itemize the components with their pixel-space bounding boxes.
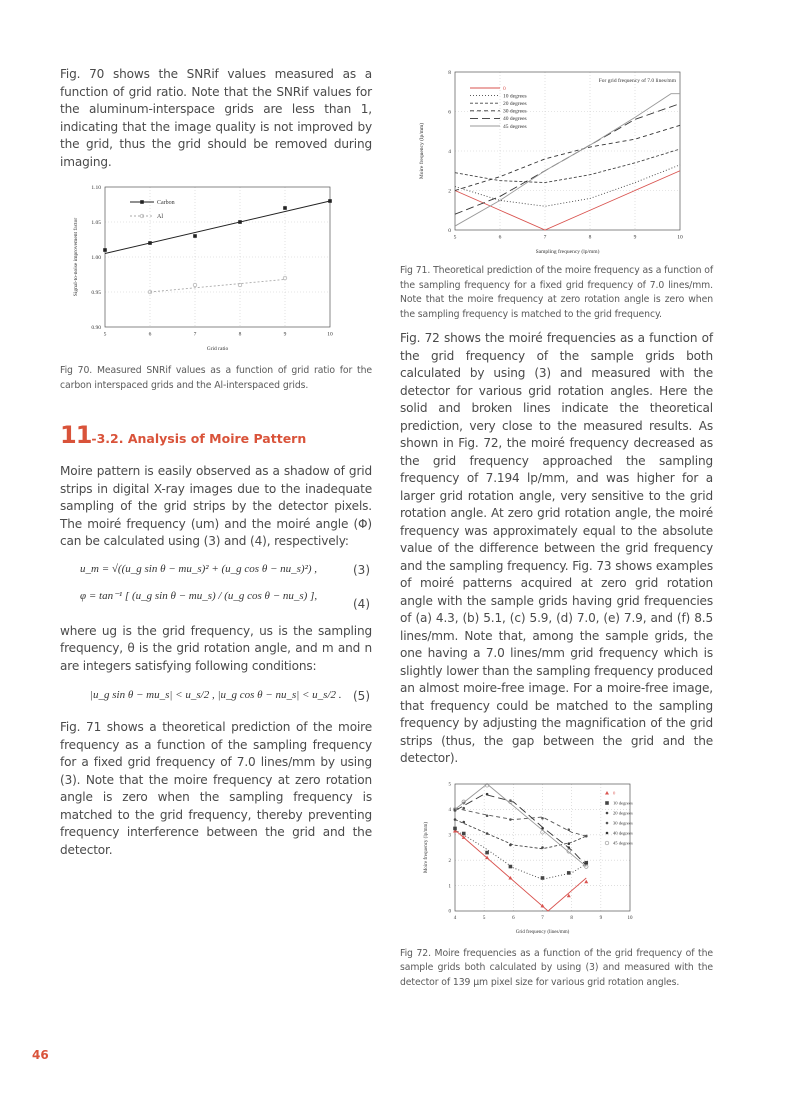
series-20-degrees-point [454,818,457,821]
equation-3-expr: u_m = √((u_g sin θ − mu_s)² + (u_g cos θ − nu_s)²) , [80,562,318,575]
y-tick-label: 8 [448,69,451,76]
x-tick-label: 8 [588,234,592,241]
y-tick-label: 4 [448,807,451,813]
fig71-paragraph: Fig. 71 shows a theoretical prediction of the moire frequency as a function of the sampling frequency for a fixed grid frequency of 7.0 lines/mm by using (3). Note that the moire frequency at zero rotation angle is zero when the sampling frequency is matched to the grid frequency, thereby preventing frequency interference between the grid and the detector. [60,720,372,857]
where-paragraph: where ug is the grid frequency, us is the sampling frequency, θ is the grid rotation angle, and m and n are integers satisfying following conditions: [60,623,372,673]
intro-paragraph: Fig. 70 shows the SNRif values measured as a function of grid ratio. Note that the SNRif values for the aluminum-interspace grids are less than 1, indicating that the image quality is not improved by the grid, thus the grid should be removed during imaging. [60,67,372,169]
x-tick-label: 6 [148,331,152,338]
fig72-paragraph: Fig. 72 shows the moiré frequencies as a function of the grid frequency of the sample grids both calculated by using (3) and measured with the detector for various grid rotation angles. Here the solid and broken lines indicate the theoretical prediction, very close to the measured results. As shown in Fig. 72, the moiré frequency decreased as the grid frequency approached the sampling frequency of 7.194 lp/mm, and was higher for a larger grid rotation angle, very sensitive to the grid rotation angle. At zero grid rotation angle, the moiré frequency was approximately equal to the absolute value of the difference between the grid frequency and the sampling frequency. Fig. 73 shows examples of moiré patterns acquired at zero grid rotation angle with the sample grids having grid frequencies of (a) 4.3, (b) 5.1, (c) 5.9, (d) 7.0, (e) 7.9, and (f) 8.5 lines/mm. Note that, among the sample grids, the one having a 7.0 lines/mm grid frequency which is slightly lower than the sampling frequency produced an almost moire-free image. For a moire-free image, that frequency could be matched to the sampling frequency by adjusting the magnification of the grid strips (thus, the gap between the grid and the detector). [400,331,713,766]
x-axis-label: Grid frequency (lines/mm) [515,929,570,935]
legend-45-degrees-label: 45 degrees [503,123,527,130]
equation-5 [60,687,372,713]
y-tick-label: 0 [448,909,451,915]
legend-Carbon-marker [140,200,144,204]
equation-5-label: (5) [353,689,370,704]
legend-45-degrees-label: 45 degrees [613,840,633,846]
series-30-degrees-point [462,807,465,810]
legend-20-degrees-label: 20 degrees [503,101,527,108]
equation-4-label: (4) [353,596,370,611]
series-20-degrees-point [486,832,489,835]
x-tick-label: 6 [512,915,515,921]
series-Carbon-point [148,241,152,245]
series-40-degrees-line [455,104,680,215]
chart-annotation: For grid frequency of 7.0 lines/mm [598,78,676,84]
x-tick-label: 8 [570,915,573,921]
series-45-degrees-line [455,94,680,226]
x-tick-label: 5 [103,331,107,338]
section-heading [60,421,372,449]
legend-Carbon-label: Carbon [157,199,175,206]
equation-4-expr: φ = tan⁻¹ [ (u_g sin θ − mu_s) / (u_g cos θ − nu_s) ], [80,589,318,602]
equation-3 [60,561,372,583]
series-0-point [584,880,588,884]
y-tick-label: 4 [448,148,451,155]
legend-40-degrees-marker [606,832,609,835]
series-10-degrees-point [453,827,457,831]
fig72-chart [400,776,713,941]
x-tick-label: 6 [498,234,502,241]
x-tick-label: 7 [541,915,544,921]
equation-4 [60,583,372,617]
series-Carbon-point [283,206,287,210]
x-tick-label: 9 [283,331,287,338]
series-20-degrees-point [541,846,544,849]
y-axis-label: Moire frequency (lp/mm) [419,122,425,180]
x-tick-label: 7 [193,331,197,338]
legend-10-degrees-marker [605,801,609,805]
section-title: -3.2. Analysis of Moire Pattern [91,431,307,447]
section-number: 11 [60,421,92,450]
legend-40-degrees-label: 40 degrees [503,116,527,123]
series-30-degrees-point [585,835,588,838]
x-tick-label: 5 [453,234,457,241]
left-column [60,66,372,859]
y-axis-label: Signal-to-noise improvement factor [73,217,79,297]
series-10-degrees-point [567,871,571,875]
equations [60,561,372,617]
fig70-caption: Fig 70. Measured SNRif values as a function of grid ratio for the carbon interspaced grids and the Al-interspaced grids. [60,365,372,391]
series-Carbon-point [238,220,242,224]
series-40-degrees-point [486,793,489,796]
x-tick-label: 5 [482,915,486,921]
series-Carbon-point [193,234,197,238]
series-10-degrees-point [462,832,466,836]
legend-Al-label: Al [157,213,163,220]
series-Carbon-point [103,248,107,252]
series-10-degrees-line [455,830,586,880]
series-20-degrees-point [462,821,465,824]
moire-paragraph: Moire pattern is easily observed as a shadow of grid strips in digital X-ray images due to the inadequate sampling of the grid strips by the detector pixels. The moiré frequency (um) and the moiré angle (Φ) can be calculated using (3) and (4), respectively: [60,464,372,549]
series-0-line [455,830,586,911]
y-axis-label: Moire frequency (lp/mm) [424,821,429,873]
fig71-chart [400,60,713,260]
fig70-chart [60,175,372,360]
x-tick-label: 9 [599,915,603,921]
fig71-caption: Fig 71. Theoretical prediction of the moire frequency as a function of the sampling frequency for a fixed grid frequency of 7.0 lines/mm. Note that the moire frequency at zero rotation angle is zero when the sampling frequency is matched to the grid frequency. [400,265,713,320]
x-tick-label: 10 [627,915,633,921]
legend-0-label: 0 [613,790,616,796]
series-10-degrees-point [509,865,513,869]
x-tick-label: 9 [633,234,637,241]
equation-5-expr: |u_g sin θ − mu_s| < u_s/2 , |u_g cos θ − nu_s| < u_s/2 . [90,689,342,702]
fig72-caption: Fig 72. Moire frequencies as a function of the grid frequency of the sample grids both calculated by using (3) and measured with the detector of 139 μm pixel size for various grid rotation angles. [400,947,713,989]
y-tick-label: 2 [448,858,451,864]
y-tick-label: 3 [448,833,451,839]
series-20-degrees-point [509,844,512,847]
y-tick-label: 0.95 [91,289,101,296]
y-tick-label: 0.90 [91,324,101,331]
x-tick-label: 10 [327,331,333,338]
legend-0-marker [605,791,609,795]
y-tick-label: 6 [448,109,451,116]
equation-3-label: (3) [353,562,370,577]
x-tick-label: 8 [238,331,242,338]
legend-20-degrees-label: 20 degrees [613,810,633,816]
right-column [400,60,713,991]
series-40-degrees-point [567,842,570,845]
series-20-degrees-line [455,819,586,848]
series-20-degrees-line [455,149,680,183]
series-30-degrees-point [486,814,489,817]
series-Al-fit-line [150,279,285,292]
y-tick-label: 1 [448,884,451,890]
legend-30-degrees-label: 30 degrees [613,820,633,826]
legend-40-degrees-label: 40 degrees [613,830,633,836]
series-10-degrees-point [485,851,489,855]
legend-30-degrees-marker [606,822,609,825]
legend-10-degrees-label: 10 degrees [613,800,633,806]
x-tick-label: 4 [453,915,457,921]
y-tick-label: 1.00 [91,254,101,261]
legend-30-degrees-label: 30 degrees [503,108,527,115]
series-30-degrees-point [567,828,570,831]
legend-0-label: 0 [503,85,506,92]
x-axis-label: Sampling frequency (lp/mm) [535,249,600,255]
legend-45-degrees-marker [605,841,609,845]
legend-20-degrees-marker [606,812,609,815]
y-tick-label: 2 [448,188,451,195]
series-10-degrees-point [541,876,545,880]
y-tick-label: 1.05 [91,219,101,226]
series-Carbon-fit-line [105,201,330,254]
y-tick-label: 1.10 [91,184,101,191]
x-tick-label: 7 [543,234,547,241]
series-30-degrees-point [541,817,544,820]
series-Carbon-point [328,199,332,203]
legend-10-degrees-label: 10 degrees [503,93,527,100]
series-45-degrees-line [455,784,586,867]
y-tick-label: 0 [448,227,451,234]
x-axis-label: Grid ratio [206,346,229,352]
y-tick-label: 5 [448,782,451,788]
series-30-degrees-point [509,818,512,821]
page-number: 46 [32,1048,49,1062]
x-tick-label: 10 [677,234,683,241]
series-0-line [455,171,680,230]
